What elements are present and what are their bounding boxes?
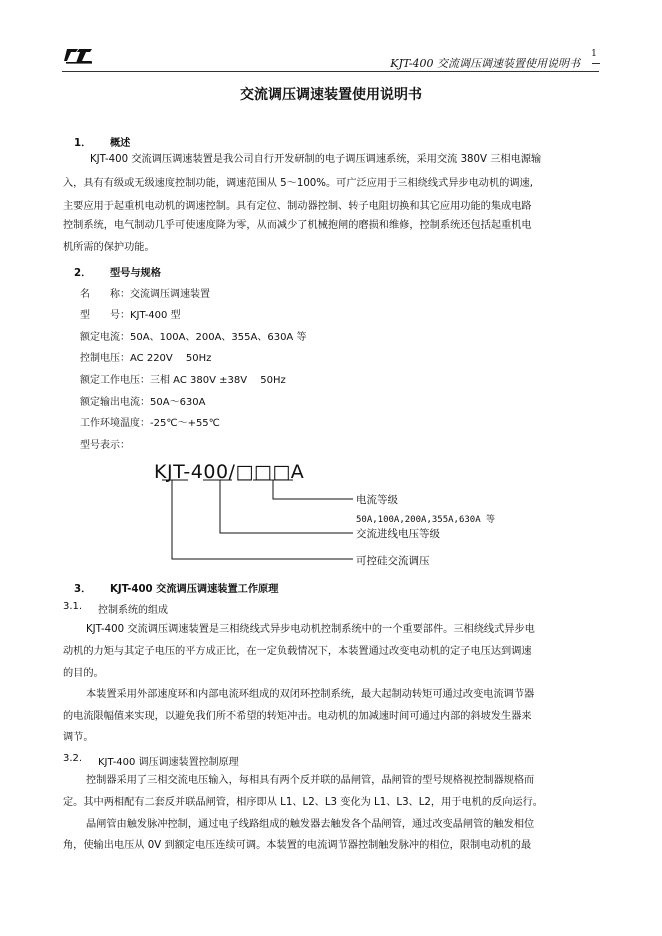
section-3-title: KJT-400 交流调压调速装置工作原理 (110, 584, 279, 595)
model-code-diagram (150, 478, 520, 573)
sec31-line-6: 调节。 (63, 732, 94, 743)
leader-voltage-grade (220, 480, 353, 533)
label-current-values: 50A,100A,200A,355A,630A 等 (356, 515, 496, 525)
spec-output-current: 额定输出电流：50A～630A (80, 397, 206, 408)
sec31-line-2: 动机的力矩与其定子电压的平方成正比，在一定负载情况下，本装置通过改变电动机的定子电压达到调速 (63, 646, 532, 657)
model-code: KJT-400/□□□A (154, 461, 305, 483)
section-2-title: 型号与规格 (110, 268, 161, 279)
sec32-line-2: 定。其中两相配有二套反并联晶闸管，相序即从 L1、L2、L3 变化为 L1、L3、L2，用于电机的反向运行。 (63, 797, 543, 808)
header-rule (62, 71, 599, 72)
sec32-line-4: 角，使输出电压从 0V 到额定电压连续可调。本装置的电流调节器控制触发脉冲的相位，限制电动机的最 (63, 840, 532, 851)
spec-model-notation: 型号表示： (80, 440, 130, 451)
subsection-3-1-title: 控制系统的组成 (98, 605, 168, 616)
spec-control-voltage: 控制电压：AC 220V 50Hz (80, 353, 212, 364)
section-1-number: 1． (74, 138, 92, 149)
leader-current-grade (273, 480, 353, 499)
subsection-3-2-title: KJT-400 调压调速装置控制原理 (98, 757, 239, 768)
page-number-underline (592, 63, 600, 64)
section-2-number: 2． (74, 268, 92, 279)
leader-thyristor (172, 480, 353, 559)
spec-name: 名 称：交流调压调速装置 (80, 289, 210, 300)
sec1-line-1: KJT-400 交流调压调速装置是我公司自行开发研制的电子调压调速系统，采用交流 380V 三相电源输 (90, 154, 542, 165)
sec31-line-3: 的目的。 (63, 668, 104, 679)
sec31-line-5: 的电流限幅值来实现，以避免我们所不希望的转矩冲击。电动机的加减速时间可通过内部的斜坡发生器来 (63, 711, 532, 722)
section-1-title: 概述 (110, 138, 131, 149)
page-number: 1 (591, 49, 597, 59)
sec32-line-3: 晶闸管由触发脉冲控制，通过电子线路组成的触发器去触发各个晶闸管，通过改变晶闸管的触发相位 (86, 819, 535, 830)
sec31-line-1: KJT-400 交流调压调速装置是三相绕线式异步电动机控制系统中的一个重要部件。三相绕线式异步电 (86, 624, 535, 635)
sec1-line-3: 主要应用于起重机电动机的调速控制。具有定位、制动器控制、转子电阻切换和其它应用功能的集成电路 (63, 201, 532, 212)
label-current-grade: 电流等级 (356, 494, 398, 506)
sec1-line-5: 机所需的保护功能。 (63, 242, 155, 253)
subsection-3-1-number: 3.1. (63, 601, 83, 612)
section-3-number: 3． (74, 584, 92, 595)
spec-rated-current: 额定电流：50A、100A、200A、355A、630A 等 (80, 332, 307, 343)
label-thyristor: 可控硅交流调压 (356, 555, 430, 567)
sec1-line-2: 入，具有有级或无级速度控制功能，调速范围从 5～100%。可广泛应用于三相绕线式异步电动机的调速, (63, 178, 533, 189)
sec31-line-4: 本装置采用外部速度环和内部电流环组成的双闭环控制系统，最大起制动转矩可通过改变电流调节器 (86, 689, 535, 700)
spec-ambient-temp: 工作环境温度：-25℃～+55℃ (80, 418, 220, 429)
subsection-3-2-number: 3.2. (63, 753, 83, 764)
sec32-line-1: 控制器采用了三相交流电压输入，每相具有两个反并联的晶闸管，晶闸管的型号规格视控制器规格而 (86, 775, 535, 786)
label-voltage-grade: 交流进线电压等级 (356, 528, 440, 540)
document-title: 交流调压调速装置使用说明书 (240, 87, 422, 103)
header-title: KJT-400 交流调压调速装置使用说明书 (390, 57, 580, 70)
spec-model: 型 号：KJT-400 型 (80, 310, 181, 321)
sec1-line-4: 控制系统，电气制动几乎可使速度降为零，从而减少了机械抱闸的磨损和维修，控制系统还包括起重机电 (63, 220, 532, 231)
company-logo-icon (64, 48, 94, 64)
spec-working-voltage: 额定工作电压：三相 AC 380V ±38V 50Hz (80, 375, 286, 386)
